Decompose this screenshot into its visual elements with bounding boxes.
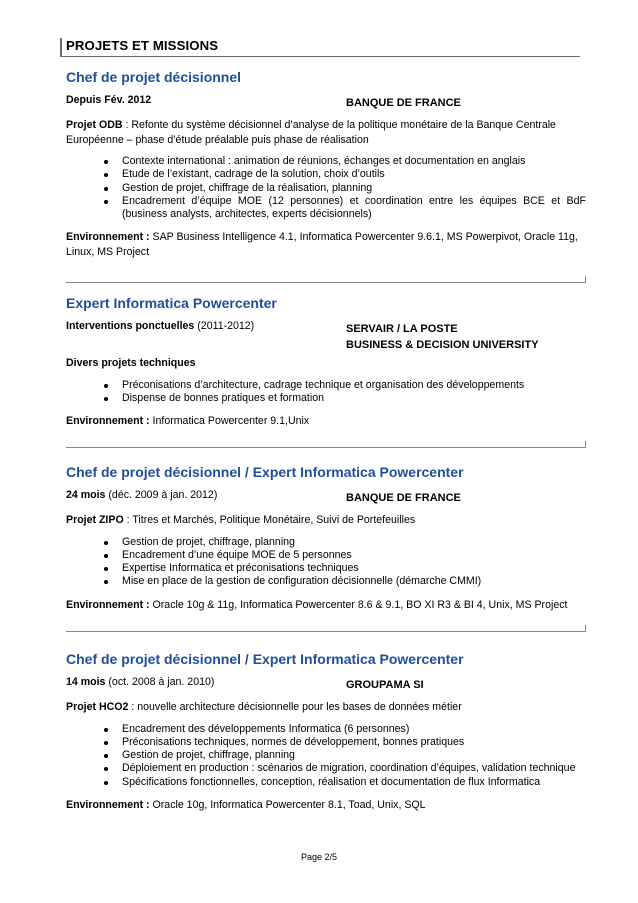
mission-period: Depuis Fév. 2012 bbox=[66, 94, 152, 106]
mission-block bbox=[66, 651, 586, 812]
mission-project: Projet ZIPO : Titres et Marchés, Politique Monétaire, Suivi de Portefeuilles bbox=[66, 514, 416, 526]
mission-client: BANQUE DE FRANCE bbox=[346, 492, 461, 504]
mission-meta bbox=[66, 489, 586, 505]
list-item: Etude de l’existant, cadrage de la solution, choix d’outils bbox=[122, 168, 586, 181]
mission-client: GROUPAMA SI bbox=[346, 679, 424, 691]
list-item: Gestion de projet, chiffrage de la réalisation, planning bbox=[122, 182, 586, 195]
separator bbox=[66, 631, 586, 632]
mission-block bbox=[66, 295, 586, 429]
list-item: Déploiement en production : scénarios de migration, coordination d’équipes, validation technique bbox=[122, 762, 586, 775]
mission-tasks bbox=[66, 155, 586, 221]
separator bbox=[66, 282, 586, 283]
list-item: Spécifications fonctionnelles, conception, réalisation et documentation de flux Informatica bbox=[122, 776, 586, 789]
list-item: Préconisations d’architecture, cadrage technique et organisation des développements bbox=[122, 379, 586, 392]
mission-meta bbox=[66, 320, 586, 352]
mission-client: SERVAIR / LA POSTE BUSINESS & DECISION UNIVERSITY bbox=[346, 323, 539, 351]
list-item: Expertise Informatica et préconisations techniques bbox=[122, 562, 586, 575]
mission-title: Expert Informatica Powercenter bbox=[66, 295, 277, 311]
list-item: Dispense de bonnes pratiques et formation bbox=[122, 392, 586, 405]
list-item: Encadrement d’équipe MOE (12 personnes) et coordination entre les équipes BCE et BdF (business analysts, architectes, experts décisionnels) bbox=[122, 194, 586, 221]
mission-period: Interventions ponctuelles (2011-2012) bbox=[66, 320, 255, 332]
mission-project: Projet HCO2 : nouvelle architecture décisionnelle pour les bases de données métier bbox=[66, 701, 462, 713]
mission-block bbox=[66, 69, 586, 259]
mission-environment: Environnement : Informatica Powercenter 9.1,Unix bbox=[66, 415, 310, 428]
mission-environment: Environnement : SAP Business Intelligence 4.1, Informatica Powercenter 9.6.1, MS Powerpivot, Oracle 11g, Linux, MS Project bbox=[66, 231, 578, 258]
mission-meta bbox=[66, 676, 586, 692]
mission-environment: Environnement : Oracle 10g & 11g, Informatica Powercenter 8.6 & 9.1, BO XI R3 & BI 4, Unix, MS Project bbox=[66, 598, 568, 611]
mission-project: Divers projets techniques bbox=[66, 357, 196, 369]
mission-title: Chef de projet décisionnel bbox=[66, 69, 242, 85]
mission-tasks bbox=[66, 536, 586, 589]
section-title: PROJETS ET MISSIONS bbox=[60, 38, 580, 57]
list-item: Encadrement d’une équipe MOE de 5 personnes bbox=[122, 549, 586, 562]
mission-title: Chef de projet décisionnel / Expert Informatica Powercenter bbox=[66, 651, 464, 667]
mission-block bbox=[66, 464, 586, 612]
mission-tasks bbox=[66, 723, 586, 789]
list-item: Préconisations techniques, normes de développement, bonnes pratiques bbox=[122, 736, 586, 749]
mission-client: BANQUE DE FRANCE bbox=[346, 97, 461, 109]
mission-period: 24 mois (déc. 2009 à jan. 2012) bbox=[66, 489, 218, 501]
separator bbox=[66, 447, 586, 448]
list-item: Contexte international : animation de réunions, échanges et documentation en anglais bbox=[122, 155, 586, 168]
list-item: Encadrement des développements Informatica (6 personnes) bbox=[122, 723, 586, 736]
page-number: Page 2/5 bbox=[300, 852, 338, 862]
mission-project: Projet ODB : Refonte du système décisionnel d’analyse de la politique monétaire de la Banque Centrale Européenne – phase d’étude préalable puis phase de réalisation bbox=[66, 119, 556, 146]
list-item: Gestion de projet, chiffrage, planning bbox=[122, 749, 586, 762]
mission-title: Chef de projet décisionnel / Expert Informatica Powercenter bbox=[66, 464, 464, 480]
mission-environment: Environnement : Oracle 10g, Informatica Powercenter 8.1, Toad, Unix, SQL bbox=[66, 798, 426, 811]
list-item: Gestion de projet, chiffrage, planning bbox=[122, 536, 586, 549]
mission-tasks bbox=[66, 379, 586, 406]
mission-meta bbox=[66, 94, 586, 110]
list-item: Mise en place de la gestion de configuration décisionnelle (démarche CMMI) bbox=[122, 575, 586, 588]
mission-period: 14 mois (oct. 2008 à jan. 2010) bbox=[66, 676, 215, 688]
